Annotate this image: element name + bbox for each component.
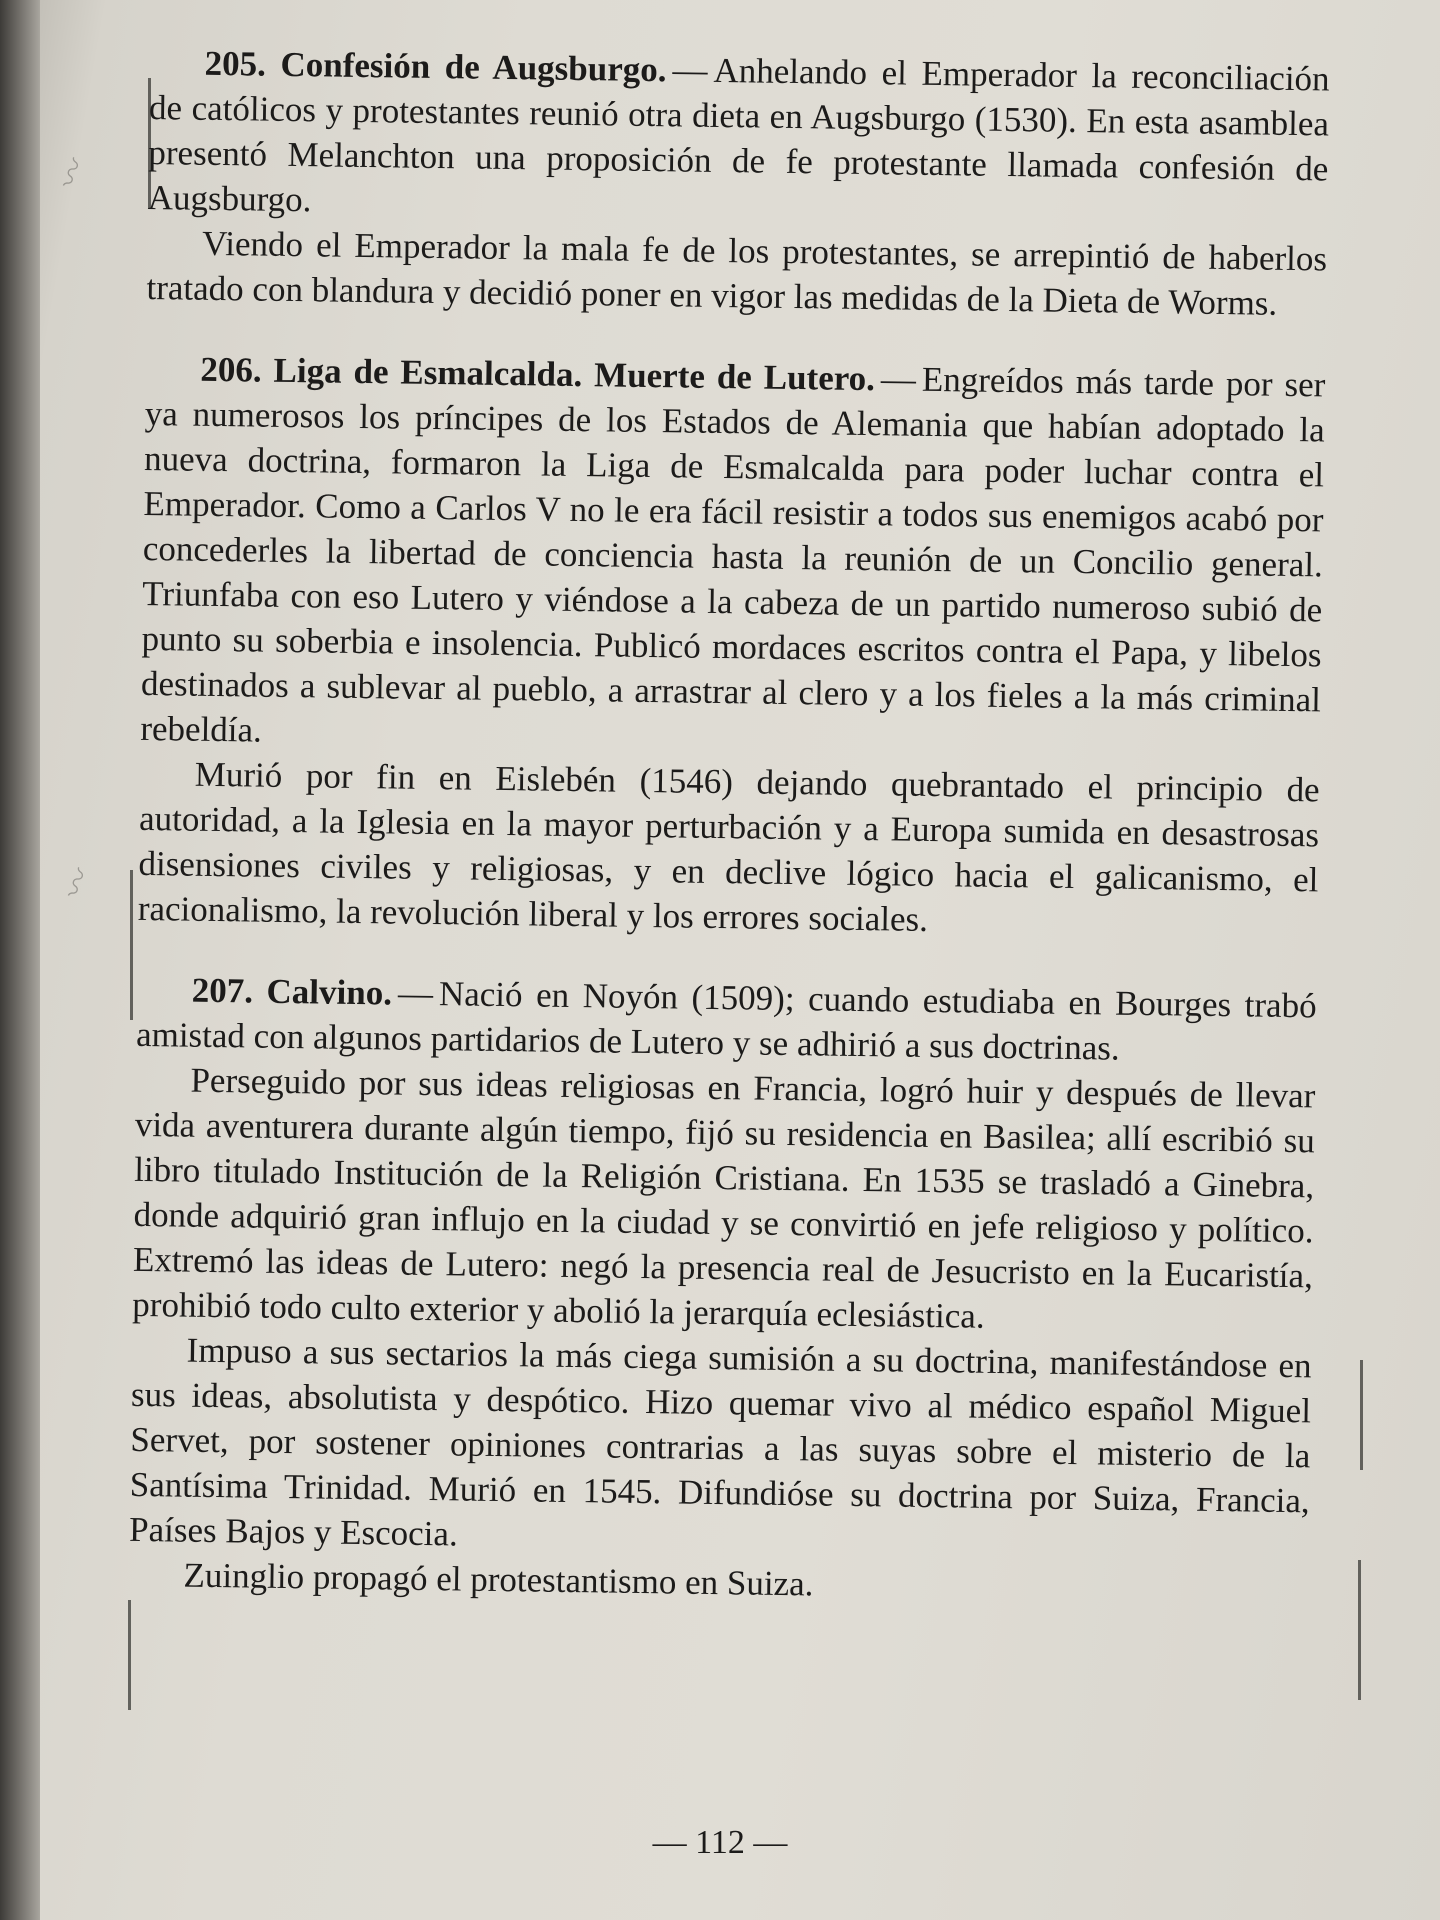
section-206 xyxy=(138,346,1326,947)
section-title: Confesión de Augsburgo. xyxy=(280,44,667,90)
section-paragraph: Zuinglio propagó el protestantismo en Suiza. xyxy=(183,1555,814,1604)
section-number: 205. xyxy=(204,43,267,84)
margin-pencil-mark xyxy=(1360,1360,1363,1470)
section-paragraph: 205. Confesión de Augsburgo. — Anhelando el Emperador la reconciliación de católicos y protestantes reunió otra dieta en Augsburgo (1530). En esta asamblea presentó Melanchton una proposición de fe protestante llamada confesión de Augsburgo. xyxy=(147,43,1330,220)
section-number: 206. xyxy=(200,349,262,390)
section-paragraph: 207. Calvino. — Nació en Noyón (1509); cuando estudiaba en Bourges trabó amistad con algunos partidarios de Lutero y se adhirió a sus doctrinas. xyxy=(135,970,1317,1068)
section-text: Anhelando el Emperador la reconciliación de católicos y protestantes reunió otra dieta en Augsburgo (1530). En esta asamblea presentó Melanchton una proposición de fe protestante llamada confesión de Augsburgo. xyxy=(147,50,1330,220)
section-text: Engreídos más tarde por ser ya numerosos los príncipes de los Estados de Alemania que habían adoptado la nueva doctrina, formaron la Liga de Esmalcalda para poder luchar contra el Emperador. Como a Carlos V no le era fácil resistir a todos sus enemigos acabó por concederles la libertad de conciencia hasta la reunión de un Concilio general. Triunfaba con eso Lutero y viéndose a la cabeza de un partido numeroso subió de punto su soberbia e insolencia. Publicó mordaces escritos contra el Papa, y libelos destinados a sublevar al pueblo, a arrastrar al clero y a los fieles a la más criminal rebeldía. xyxy=(140,359,1326,750)
section-title: Liga de Esmalcalda. Muerte de Lutero. xyxy=(273,350,876,399)
margin-pencil-scribble: 〰 xyxy=(56,863,100,904)
section-205 xyxy=(146,40,1330,326)
section-paragraph: Perseguido por sus ideas religiosas en Francia, logró huir y después de llevar vida aventurera durante algún tiempo, fijó su residencia en Basilea; allí escribió su libro titulado Institución de la Religión Cristiana. En 1535 se trasladó a Ginebra, donde adquirió gran influjo en la ciudad y se convirtió en jefe religioso y político. Extremó las ideas de Lutero: negó la presencia real de Jesucristo en la Eucaristía, prohibió todo culto exterior y abolió la jerarquía eclesiástica. xyxy=(132,1060,1316,1336)
book-binding xyxy=(0,0,40,1920)
section-paragraph: Impuso a sus sectarios la más ciega sumisión a su doctrina, manifestándose en sus ideas, absolutista y despótico. Hizo quemar vivo al médico español Miguel Servet, por sostener opiniones contrarias a las suyas sobre el misterio de la Santísima Trinidad. Murió en 1545. Difundióse su doctrina por Suiza, Francia, Países Bajos y Escocia. xyxy=(128,1330,1312,1554)
page-number: — 112 — xyxy=(652,1824,788,1861)
page-text xyxy=(128,40,1330,1649)
section-title: Calvino. xyxy=(266,971,393,1013)
section-number: 207. xyxy=(191,970,254,1011)
section-207 xyxy=(128,967,1317,1613)
margin-pencil-scribble: 〰 xyxy=(51,153,95,194)
margin-pencil-mark xyxy=(1358,1560,1361,1700)
section-paragraph: 206. Liga de Esmalcalda. Muerte de Lutero. — Engreídos más tarde por ser ya numerosos los príncipes de los Estados de Alemania que habían adoptado la nueva doctrina, formaron la Liga de Esmalcalda para poder luchar contra el Emperador. Como a Carlos V no le era fácil resistir a todos sus enemigos acabó por concederles la libertad de conciencia hasta la reunión de un Concilio general. Triunfaba con eso Lutero y viéndose a la cabeza de un partido numeroso subió de punto su soberbia e insolencia. Publicó mordaces escritos contra el Papa, y libelos destinados a sublevar al pueblo, a arrastrar al clero y a los fieles a la más criminal rebeldía. xyxy=(140,349,1326,750)
margin-pencil-mark xyxy=(130,870,133,1020)
section-paragraph: Murió por fin en Eislebén (1546) dejando quebrantado el principio de autoridad, a la Iglesia en la mayor perturbación y a Europa sumida en desastrosas disensiones civiles y religiosas, y en declive lógico hacia el galicanismo, el racionalismo, la revolución liberal y los errores sociales. xyxy=(137,754,1320,939)
section-paragraph: Viendo el Emperador la mala fe de los protestantes, se arrepintió de haberlos tratado con blandura y decidió poner en vigor las medidas de la Dieta de Worms. xyxy=(146,223,1328,323)
section-text: Nació en Noyón (1509); cuando estudiaba en Bourges trabó amistad con algunos partidarios de Lutero y se adhirió a sus doctrinas. xyxy=(135,974,1317,1068)
